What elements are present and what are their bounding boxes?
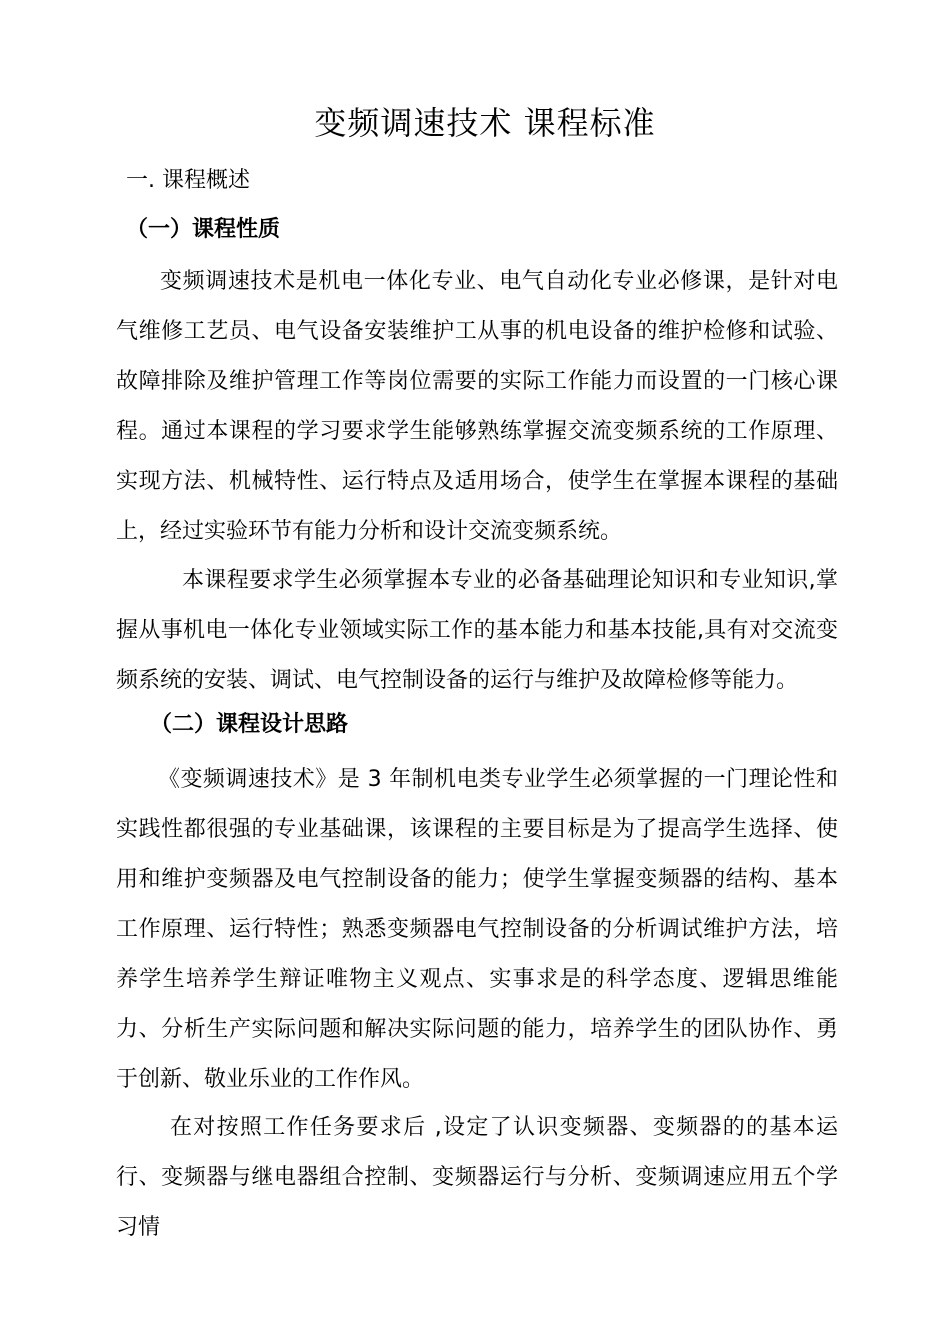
paragraph-course-nature-2: 本课程要求学生必须掌握本专业的必备基础理论知识和专业知识,掌握从事机电一体化专业领域实际工作的基本能力和基本技能,具有对交流变频系统的安装、调试、电气控制设备的运行与维护及故障检修等能力。 [116, 568, 838, 693]
paragraph-design-approach-2: 在对按照工作任务要求后 ,设定了认识变频器、变频器的的基本运行、变频器与继电器组合控制、变频器运行与分析、变频调速应用五个学习情 [116, 1115, 838, 1240]
section-heading-overview: 一. 课程概述 [126, 168, 250, 193]
paragraph-course-nature-1: 变频调速技术是机电一体化专业、电气自动化专业必修课，是针对电气维修工艺员、电气设备安装维护工从事的机电设备的维护检修和试验、故障排除及维护管理工作等岗位需要的实际工作能力而设置的一门核心课程。通过本课程的学习要求学生能够熟练掌握交流变频系统的工作原理、实现方法、机械特性、运行特点及适用场合，使学生在掌握本课程的基础上，经过实验环节有能力分析和设计交流变频系统。 [116, 269, 838, 544]
paragraph-design-approach-1: 《变频调速技术》是 3 年制机电类专业学生必须掌握的一门理论性和实践性都很强的专业基础课，该课程的主要目标是为了提高学生选择、使用和维护变频器及电气控制设备的能力；使学生掌握变频器的结构、基本工作原理、运行特性；熟悉变频器电气控制设备的分析调试维护方法，培养学生培养学生辩证唯物主义观点、实事求是的科学态度、逻辑思维能力、分析生产实际问题和解决实际问题的能力，培养学生的团队协作、勇于创新、敬业乐业的工作作风。 [116, 767, 838, 1092]
subsection-heading-course-nature: （一）课程性质 [126, 217, 281, 242]
subsection-heading-design-approach: （二）课程设计思路 [150, 712, 349, 737]
document-title: 变频调速技术 课程标准 [314, 104, 656, 142]
